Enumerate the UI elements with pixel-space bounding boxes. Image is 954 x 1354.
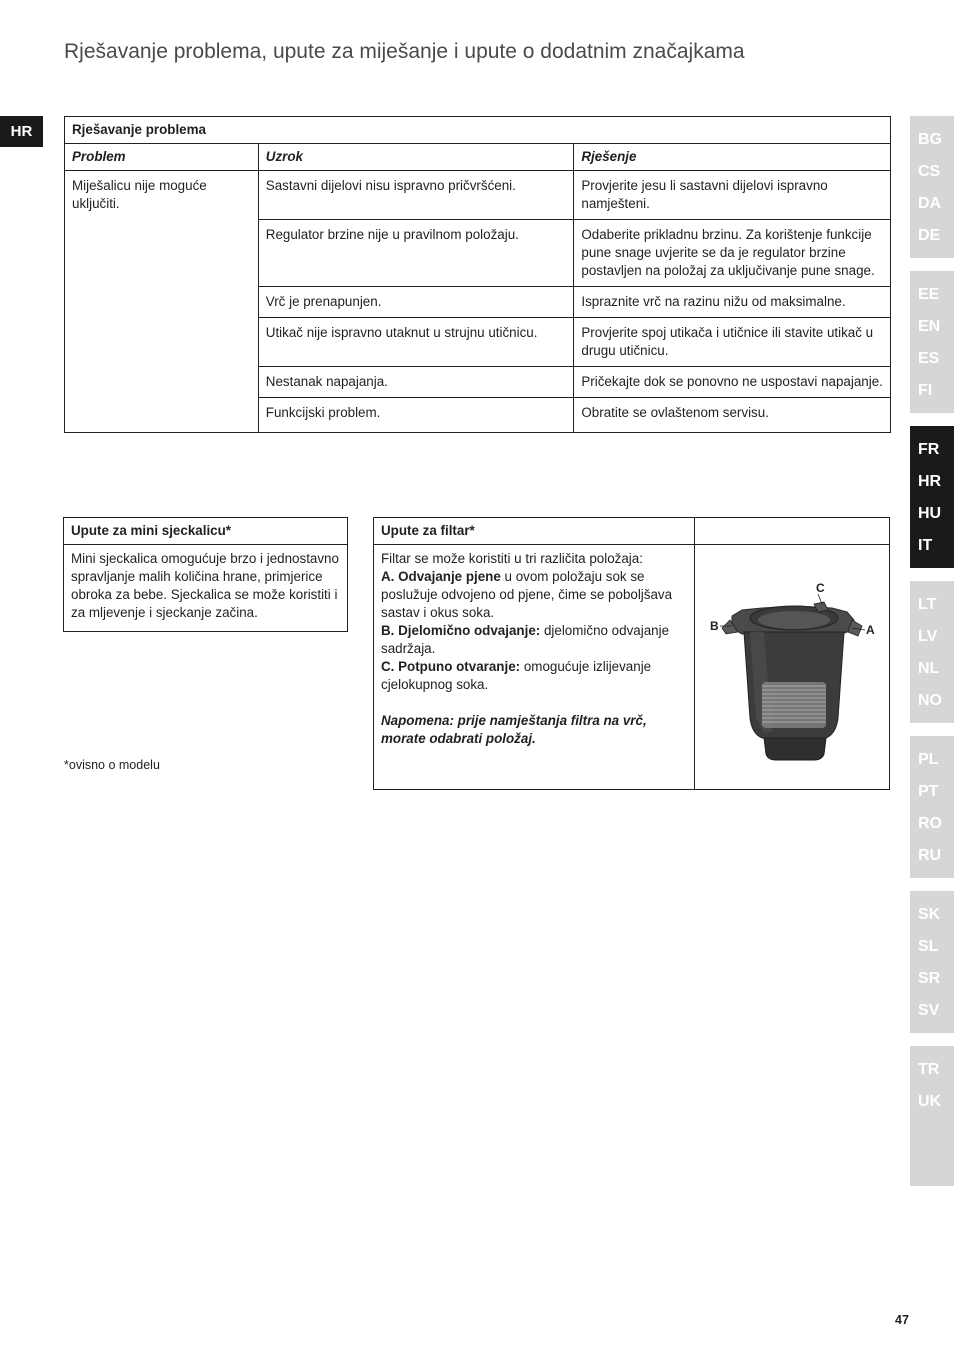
filter-heading: Upute za filtar* xyxy=(374,518,695,545)
language-item[interactable]: FR xyxy=(918,441,940,458)
language-item[interactable]: HR xyxy=(918,473,942,490)
language-item[interactable]: EE xyxy=(918,286,940,303)
language-item[interactable]: DE xyxy=(918,227,941,244)
filter-text-cell xyxy=(374,545,695,790)
solution-cell: Obratite se ovlaštenom servisu. xyxy=(574,398,891,433)
language-item[interactable]: NL xyxy=(918,660,940,677)
filter-option-b xyxy=(381,622,687,658)
cause-cell: Nestanak napajanja. xyxy=(258,367,574,398)
troubleshooting-heading: Rješavanje problema xyxy=(65,117,891,144)
solution-cell: Ispraznite vrč na razinu nižu od maksimalne. xyxy=(574,287,891,318)
language-group-7 xyxy=(910,1046,954,1186)
language-item[interactable]: SL xyxy=(918,938,939,955)
mini-chopper-heading: Upute za mini sjeckalicu* xyxy=(64,518,348,545)
filter-option-b-text: djelomično odvajanje sadržaja. xyxy=(381,623,670,656)
label-a: A xyxy=(866,623,875,637)
mini-chopper-box xyxy=(63,517,348,632)
language-item[interactable]: NO xyxy=(918,692,942,709)
column-header-cause: Uzrok xyxy=(258,144,574,171)
filter-option-c-text: omogućuje izlijevanje cjelokupnog soka. xyxy=(381,659,652,692)
language-item[interactable]: LV xyxy=(918,628,938,645)
language-item[interactable]: RU xyxy=(918,847,942,864)
language-group-6 xyxy=(910,891,954,1033)
filter-note: Napomena: prije namještanja filtra na vrč, morate odabrati položaj. xyxy=(381,713,647,746)
language-group-5 xyxy=(910,736,954,878)
language-group-1 xyxy=(910,116,954,258)
language-item[interactable]: IT xyxy=(918,537,933,554)
solution-cell: Pričekajte dok se ponovno ne uspostavi napajanje. xyxy=(574,367,891,398)
cause-cell: Utikač nije ispravno utaknut u strujnu utičnicu. xyxy=(258,318,574,367)
cause-cell: Sastavni dijelovi nisu ispravno pričvršćeni. xyxy=(258,171,574,220)
language-item[interactable]: FI xyxy=(918,382,933,399)
table-row xyxy=(65,171,891,220)
cause-cell: Vrč je prenapunjen. xyxy=(258,287,574,318)
language-item[interactable]: BG xyxy=(918,131,942,148)
page-number: 47 xyxy=(895,1313,909,1327)
language-item[interactable]: HU xyxy=(918,505,942,522)
language-item[interactable]: SV xyxy=(918,1002,940,1019)
filter-option-b-label: B. Djelomično odvajanje: xyxy=(381,623,541,638)
solution-cell: Odaberite prikladnu brzinu. Za korištenje funkcije pune snage uvjerite se da je regulator brzine postavljen na položaj za uključivanje pune snage. xyxy=(574,220,891,287)
cause-cell: Regulator brzine nije u pravilnom položaju. xyxy=(258,220,574,287)
filter-illustration xyxy=(702,568,882,768)
language-item[interactable]: TR xyxy=(918,1061,940,1078)
filter-box xyxy=(373,517,890,790)
language-group-2 xyxy=(910,271,954,413)
page-title: Rješavanje problema, upute za miješanje i upute o dodatnim značajkama xyxy=(64,40,745,63)
language-item[interactable]: RO xyxy=(918,815,942,832)
filter-intro: Filtar se može koristiti u tri različita položaja: xyxy=(381,551,643,566)
column-header-problem: Problem xyxy=(65,144,259,171)
language-item[interactable]: SR xyxy=(918,970,941,987)
language-item[interactable]: PL xyxy=(918,751,939,768)
language-item[interactable]: LT xyxy=(918,596,937,613)
problem-cell: Miješalicu nije moguće uključiti. xyxy=(65,171,259,433)
mini-chopper-text: Mini sjeckalica omogućuje brzo i jednostavno spravljanje malih količina hrane, primjerice obroka za bebe. Sjeckalica se može koristiti i za mljevenje i sjeckanje začina. xyxy=(64,545,348,632)
troubleshooting-table xyxy=(64,116,891,433)
language-group-3-active xyxy=(910,426,954,568)
filter-option-a-label: A. Odvajanje pjene xyxy=(381,569,501,584)
label-b: B xyxy=(710,619,719,633)
section-tab-hr: HR xyxy=(0,116,43,147)
solution-cell: Provjerite spoj utikača i utičnice ili stavite utikač u drugu utičnicu. xyxy=(574,318,891,367)
language-item[interactable]: EN xyxy=(918,318,941,335)
language-item[interactable]: UK xyxy=(918,1093,942,1110)
label-c: C xyxy=(816,581,825,595)
cause-cell: Funkcijski problem. xyxy=(258,398,574,433)
filter-option-a-text: u ovom položaju sok se poslužuje odvojeno od pjene, čime se poboljšava sastav i okus soka. xyxy=(381,569,673,620)
filter-image-cell xyxy=(695,545,890,790)
footnote: *ovisno o modelu xyxy=(64,758,160,772)
language-item[interactable]: PT xyxy=(918,783,939,800)
language-item[interactable]: ES xyxy=(918,350,940,367)
filter-option-a xyxy=(381,568,687,622)
filter-heading-empty xyxy=(695,518,890,545)
filter-option-c xyxy=(381,658,687,694)
language-item[interactable]: SK xyxy=(918,906,941,923)
language-group-4 xyxy=(910,581,954,723)
language-item[interactable]: DA xyxy=(918,195,942,212)
language-item[interactable]: CS xyxy=(918,163,941,180)
solution-cell: Provjerite jesu li sastavni dijelovi ispravno namješteni. xyxy=(574,171,891,220)
filter-option-c-label: C. Potpuno otvaranje: xyxy=(381,659,521,674)
column-header-solution: Rješenje xyxy=(574,144,891,171)
